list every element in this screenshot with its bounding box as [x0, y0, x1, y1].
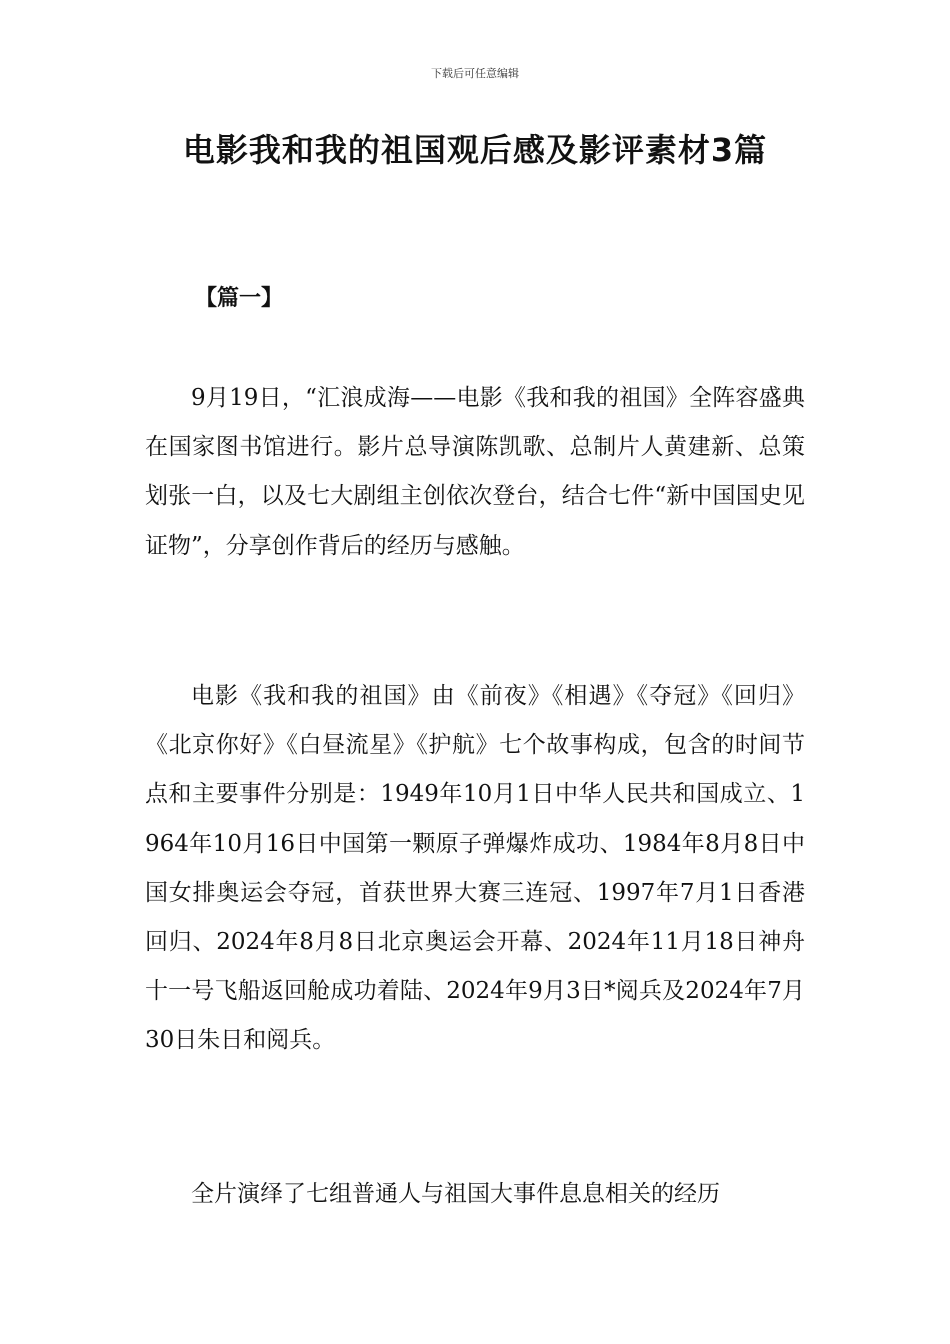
section-title: 【篇一】: [195, 286, 284, 311]
body-paragraph: 9月19日，“汇浪成海——电影《我和我的祖国》全阵容盛典在国家图书馆进行。影片总导演陈凯歌、总制片人黄建新、总策划张一白，以及七大剧组主创依次登台，结合七件“新中国国史见证物”，分享创作背后的经历与感触。: [145, 385, 805, 559]
page-header-note: 下载后可任意编辑: [431, 67, 519, 80]
body-paragraph: 全片演绎了七组普通人与祖国大事件息息相关的经历: [191, 1181, 720, 1207]
document-title: 电影我和我的祖国观后感及影评素材3篇: [182, 131, 768, 169]
body-paragraph: 电影《我和我的祖国》由《前夜》《相遇》《夺冠》《回归》《北京你好》《白昼流星》《护航》七个故事构成，包含的时间节点和主要事件分别是：1949年10月1日中华人民共和国成立、1964年10月16日中国第一颗原子弹爆炸成功、1984年8月8日中国女排奥运会夺冠，首获世界大赛三连冠、1997年7月1日香港回归、2024年8月8日北京奥运会开幕、2024年11月18日神舟十一号飞船返回舱成功着陆、2024年9月3日*阅兵及2024年7月30日朱日和阅兵。: [145, 683, 805, 1054]
